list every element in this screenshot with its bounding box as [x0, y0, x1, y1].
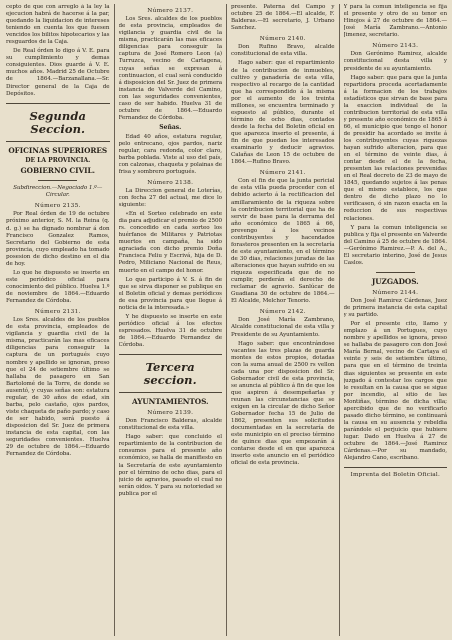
- paragraph: Edad 40 años, estatura regular, pelo entrecano, ojos pardos, nariz regular, cara redonda, color claro, barba poblada. Viste al uso del país, con calzonas, chaqueta y polainas de frisa y sombrero portugués.: [118, 133, 222, 175]
- divider: [376, 272, 415, 273]
- paragraph: Los Sres. alcaldes de los pueblos de esta provincia, empleados de vigilancia y guardia civil de la misma, practicarán las mas eficaces diligencias para conseguir la captura de José Romero Leon (a) Turruzca, vecino de Cartagena, cuyas señas se expresan á continuacion, el cual será conducido á disposicion del Sr. Juez de primera instancia de Valverde del Camino, con las seguridades convenientes, caso de ser habido. Huelva 31 de octubre de 1864.—Eduardo Fernandez de Córdoba.: [118, 16, 222, 121]
- article-number: Número 2138.: [147, 179, 194, 186]
- column-2: [119, 4, 228, 636]
- article-number: Número 2142.: [259, 309, 306, 316]
- divider: [119, 392, 223, 393]
- subheading: AYUNTAMIENTOS.: [131, 397, 209, 407]
- article-number: Número 2135.: [34, 203, 81, 210]
- paragraph: La Direccion general de Loterías, con fecha 27 del actual, me dice lo siguiente:: [118, 187, 222, 209]
- paragraph: Y para la comun inteligencia se publica y fija el presente en Valverde del Camino á 25 de octubre de 1864.—Gerónimo Ramirez.—P. A. del A., El secretario interino, José de Jesus Caslos.: [343, 224, 447, 266]
- paragraph: Lo que participo á V. S. á fin de que se sirva disponer se publique en el Boletin oficial y demas periódicos de esa provincia para que llegue á noticia de la interesada.»: [118, 276, 222, 311]
- paragraph: Hago saber: que el repartimiento de la contribucion de inmuebles, cultivo y ganadería de esta villa, respectivo al recargo de la cantidad que ha correspondido á la misma por el aumento de los treinta millones, se encuentra terminado y espuesto al público, durante el término de ocho dias, contados desde la fecha del Boletin oficial en que aparezca inserto el presente, á fin de que puedan los interesados examinarlo y deducir agravios. Calañas de Leon 15 de octubre de 1864.—Rufino Bravo.: [231, 60, 335, 166]
- negociado-note: Subdireccion.—Negociado 1.º—Circular.: [13, 185, 103, 199]
- article-number: Número 2137.: [147, 8, 194, 14]
- divider: [38, 180, 77, 181]
- paragraph: Con el fin de que la junta pericial de esta villa pueda proceder con el debido acierto á la rectificacion del amillaramiento de la riqueza sobre la contribucion territorial que ha de servir de base para la derrama del año económico de 1865 á 66, prevengo á los vecinos contribuyentes y hacendados forasteros presenten en la secretaría de este ayuntamiento, en el término de 30 dias, relaciones juradas de las alteraciones que hayan sufrido en su riqueza especificada que de no cumplir, perderán el derecho de reclamar de agravio. Sanlúcar de Guadiana 30 de octubre de 1864.—El Alcalde, Melchor Tenorio.: [231, 178, 335, 305]
- paragraph: Don Rufino Bravo, alcalde constitucional de esta villa.: [231, 44, 335, 58]
- paragraph: presente. Paterna del Campo y octubre 25 de 1864.—El alcalde, F. Balderas.—El secretario, J. Urbano Sanchez.: [231, 4, 335, 32]
- paragraph: Hago saber: que para que la junta repartidora proceda acertadamente á la formacion de los trabajos estadísticos que sirvan de base para la exaccion individual de la contribucion territorial de esta villa y presente año económico de 1865 á 66, el municipio que tengo el honor de presidir ha acordado se invite á los contribuyentes cuyas riquezas hayan sufrido alteracion, para que en el término de veinte dias, á contar desde el de la fecha, presenten las relaciones prevenidas en el Real decreto de 23 de mayo de 1845, quedando sujetos á las penas que el mismo establece, los que dentro de dicho plazo no lo verificasen, ó sin razon exacta en la reduccion de sus respectivas relaciones.: [343, 74, 447, 222]
- paragraph: Por Real órden de 19 de octubre próximo anterior, S. M. la Reina (q. d. g.) se ha dignado nombrar á don Francisco Gonzalez Ramos, Secretario del Gobierno de esta provincia, cuyo empleado ha tomado posesion de dicho destino en el dia de hoy.: [6, 211, 110, 267]
- subheading: OFICINAS SUPERIORES: [8, 145, 108, 155]
- paragraph: Y para la comun inteligencia se fija el presente y otro de su tenor en Hinojos á 27 de octubre de 1864.—José María Zambrano.—Antonio Jimenez, secretario.: [343, 4, 447, 39]
- subheading: DE LA PROVINCIA.: [25, 156, 91, 164]
- paragraph: Los Sres. alcaldes de los pueblos de esta provincia, empleados de vigilancia y guardia civil de la misma, practicarán las mas eficaces diligencias para conseguir la captura de un portugués cuyo nombre y apellido se ignoran, preso que el 24 de setiembre último se hallaba de pasagero en San Bartolomé de la Torre, de donde se ausentó, y cuyas señas son: estatura regular, de 30 años de edad, sin barba, pelo castaño, ojos pardos, viste chaqueta de paño pardo; y caso de ser habido, será puesto á disposicion del Sr. Juez de primera instancia de esta capital, con las seguridades convenientes. Huelva 29 de octubre de 1864.—Eduardo Fernandez de Córdoba.: [6, 317, 110, 458]
- divider: [344, 467, 448, 468]
- divider: [6, 141, 110, 142]
- paragraph: Don Francisco Balderas, alcalde constitucional de esta villa.: [118, 418, 222, 432]
- paragraph: Y he dispuesto se inserte en este periódico oficial á los efectos espresados. Huelva 31 de octubre de 1864.—Eduardo Fernandez de Córdoba.: [118, 313, 222, 348]
- column-1: [6, 4, 115, 636]
- printer-footer: Imprenta del Boletin Oficial.: [350, 472, 440, 479]
- paragraph: Hago saber: que concluido el repartimiento de la contribucion de consumos para el presente año económico, se halla de manifiesto en la Secretaría de este ayuntamiento por el término de ocho dias, para el juicio de agravios, pasado el cual no serán oidos. Y para su notoriedad se publica por el: [118, 434, 222, 497]
- article-number: Número 2139.: [147, 410, 194, 417]
- article-number: Número 2141.: [259, 170, 306, 177]
- section-title: Tercera seccion.: [143, 360, 197, 388]
- column-4: [344, 4, 448, 636]
- subheading: Señas.: [159, 123, 182, 131]
- paragraph: Don José Ramirez Cárdenas, Juez de primera instancia de esta capital y su partido.: [343, 298, 447, 319]
- section-title: Segunda Seccion.: [29, 108, 87, 136]
- article-number: Número 2140.: [259, 36, 306, 43]
- article-number: Número 2143.: [372, 43, 419, 50]
- paragraph: Don Gerónimo Ramirez, alcalde constitucional desta villa y presidente de su ayuntamiento.: [343, 51, 447, 72]
- column-3: [231, 4, 340, 636]
- article-number: Número 2144.: [372, 289, 419, 296]
- article-number: Número 2131.: [34, 309, 81, 316]
- subheading: GOBIERNO CIVIL.: [20, 166, 96, 176]
- divider: [119, 354, 223, 355]
- paragraph: «En el Sorteo celebrado en este dia para adjudicar el premio de 2500 rs. concedido en cada sorteo los huérfanos de Militares y Patriotas muertos en campaña, ha sido agraciada con dicho premio Doña Francisca Feliu y Escrivá, hija de D. Pedro, Miliciano Nacional de Reus, muerto en el campo del honor.: [118, 211, 223, 274]
- paragraph: Lo que he dispuesto se inserte en este periódico oficial para conocimiento del público. Huelva 1.º de noviembre de 1864.—Eduardo Fernandez de Córdoba.: [6, 269, 110, 304]
- section-title: JUZGADOS.: [371, 276, 419, 286]
- paragraph: cepto de que con arreglo á la ley la ejecucion habrá de hacerse á la par, quedando la liquidacion de intereses teniendo en cuenta los que fuesen vencidos los bilitos hipotecarios y las resguardos de la Caja.: [6, 4, 110, 46]
- paragraph: Hago saber: que encontrándose vacantes las tres plazas de guarda montes de estos propios, dotadas con la suma anual de 2500 rs vellon cada una por disposicion del Sr. Gobernador civil de esta provincia, se anuncia al público á fin de que los que aspiren á desempeñarlas y reunan las circunstancias que se exigen en la circular de dicho Señor Gobernador fecha 15 de Julio de 1862, presenten sus solicitudes documentadas en la secretaría de este municipio en el preciso término de quince dias que empezarán á contarse desde el en que aparezca inserto este anuncio en el periódico oficial de esta provincia.: [231, 340, 335, 467]
- paragraph: Por el presente cito, llamo y emplazo á un Portugues, cuyo nombre y apellidos se ignora, preso se hallaba de pasagero con don José María Bernal, vecino de Cartaya el veinte y seis de setiembre último, para que en el término de treinta dias siguientes se presente en este juzgado á contestar los cargos que le resultan en la causa que se sigue por incendio, al sitio de las Montiñas, término de dicha villa; apercibido que de no verificarlo pasado dicho término, se continuará la causa en su ausencia y rebeldia parándole el perjuicio que hubiere lugar. Dado en Huelva á 27 de octubre de 1864.—José Ramirez Cárdenas.—Por su mandado, Alejandro Cano, escribano.: [343, 321, 447, 462]
- divider: [6, 103, 110, 104]
- paragraph: Don José María Zambrano, Alcalde constitucional de esta villa y Presidente de su Ayuntamiento.: [231, 317, 335, 338]
- paragraph: De Real órden lo digo á V. E. para su cumplimiento y demas consiguientes. Dios guarde á V. E. muchos años. Madrid 25 de Octubre de 1864.—Barzanallana.—Sr. Director general de la Caja de Depósitos.: [6, 48, 110, 97]
